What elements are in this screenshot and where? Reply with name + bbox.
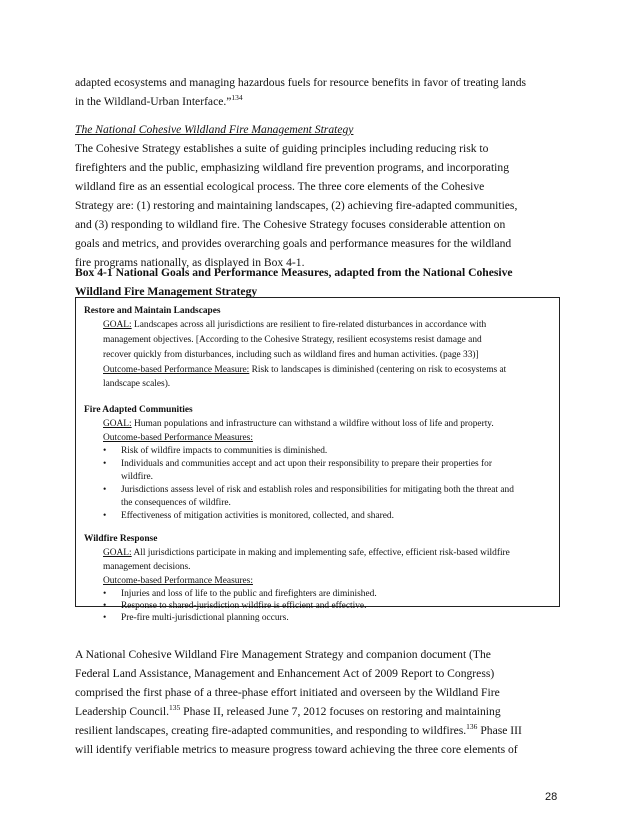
bullet-text: the consequences of wildfire. <box>121 498 231 508</box>
paragraph-line: and (3) responding to wildland fire. The Cohesive Strategy focuses considerable attention on <box>75 218 506 231</box>
paragraph-line <box>75 702 565 721</box>
paragraph-line: will identify verifiable metrics to measure progress toward achieving the three core elements of <box>75 743 518 756</box>
measure-line <box>103 364 506 377</box>
paragraph-line: fire programs nationally, as displayed in Box 4-1. <box>75 256 305 269</box>
goal-label: GOAL: <box>103 548 132 558</box>
paragraph-text: resilient landscapes, creating fire-adapted communities, and responding to wildfires. <box>75 724 467 737</box>
footnote-ref: 134 <box>231 93 243 102</box>
bullet-icon: • <box>103 601 107 611</box>
paragraph-line: firefighters and the public, emphasizing wildland fire prevention programs, and incorporating <box>75 161 509 174</box>
cohesive-section <box>75 120 565 272</box>
goal-line <box>103 319 486 332</box>
intro-line-text: in the Wildland-Urban Interface.” <box>75 95 232 108</box>
goal-line <box>103 547 510 560</box>
box-title-line: Box 4-1 National Goals and Performance Measures, adapted from the National Cohesive <box>75 266 513 279</box>
paragraph-line: The Cohesive Strategy establishes a suite of guiding principles including reducing risk to <box>75 142 489 155</box>
box-title-line: Wildland Fire Management Strategy <box>75 285 258 298</box>
measures-label: Outcome-based Performance Measures: <box>103 576 253 586</box>
measures-label: Outcome-based Performance Measures: <box>103 433 253 443</box>
intro-line: adapted ecosystems and managing hazardous fuels for resource benefits in favor of treating lands <box>75 76 527 89</box>
bullet-icon: • <box>103 613 107 623</box>
footnote-ref: 136 <box>466 722 478 731</box>
paragraph-line: goals and metrics, and provides overarching goals and performance measures for the wildland <box>75 237 512 250</box>
paragraph-text: Leadership Council. <box>75 705 170 718</box>
bullet-text: wildfire. <box>121 472 154 482</box>
bullet-text: Risk of wildfire impacts to communities is diminished. <box>121 446 328 456</box>
goal-line: recover quickly from disturbances, including such as wildland fires and human activities. (page 33)] <box>103 350 479 360</box>
goal-label: GOAL: <box>103 419 132 429</box>
bullet-text: Effectiveness of mitigation activities is monitored, collected, and shared. <box>121 511 394 521</box>
page-number: 28 <box>545 791 558 803</box>
bullet-icon: • <box>103 459 107 469</box>
bullet-text: Jurisdictions assess level of risk and establish roles and responsibilities for mitigating both the threat and <box>121 485 514 495</box>
bullet-text: Response to shared-jurisdiction wildfire is efficient and effective. <box>121 601 367 611</box>
goal-text: Human populations and infrastructure can withstand a wildfire without loss of life and property. <box>131 419 494 429</box>
goal-line <box>103 418 494 431</box>
paragraph-line: A National Cohesive Wildland Fire Management Strategy and companion document (The <box>75 648 491 661</box>
section-title: Fire Adapted Communities <box>84 405 193 415</box>
goal-text: Landscapes across all jurisdictions are resilient to fire-related disturbances in accordance with <box>131 320 487 330</box>
measure-label: Outcome-based Performance Measure: <box>103 365 250 375</box>
section-title: Wildfire Response <box>84 534 158 544</box>
paragraph-text: Phase III <box>477 724 522 737</box>
goal-line: management decisions. <box>103 562 191 572</box>
final-paragraph <box>75 645 565 759</box>
section-heading: The National Cohesive Wildland Fire Management Strategy <box>75 123 354 136</box>
paragraph-line: Federal Land Assistance, Management and Enhancement Act of 2009 Report to Congress) <box>75 667 495 680</box>
goal-line: management objectives. [According to the Cohesive Strategy, resilient ecosystems resist damage and <box>103 335 482 345</box>
bullet-icon: • <box>103 485 107 495</box>
bullet-text: Injuries and loss of life to the public and firefighters are diminished. <box>121 589 377 599</box>
box-title <box>75 263 565 301</box>
bullet-text: Individuals and communities accept and act upon their responsibility to prepare their properties for <box>121 459 492 469</box>
section-title: Restore and Maintain Landscapes <box>84 306 221 316</box>
paragraph-line <box>75 721 565 740</box>
measure-text: Risk to landscapes is diminished (centering on risk to ecosystems at <box>249 365 507 375</box>
intro-paragraph <box>75 73 565 111</box>
intro-line <box>75 92 565 111</box>
measure-line: landscape scales). <box>103 379 171 389</box>
bullet-icon: • <box>103 511 107 521</box>
paragraph-line: Strategy are: (1) restoring and maintaining landscapes, (2) achieving fire-adapted communities, <box>75 199 518 212</box>
bullet-icon: • <box>103 446 107 456</box>
goal-label: GOAL: <box>103 320 132 330</box>
bullet-icon: • <box>103 589 107 599</box>
paragraph-text: Phase II, released June 7, 2012 focuses on restoring and maintaining <box>180 705 501 718</box>
bullet-text: Pre-fire multi-jurisdictional planning occurs. <box>121 613 289 623</box>
goal-text: All jurisdictions participate in making and implementing safe, effective, efficient risk-based wildfire <box>131 548 510 558</box>
footnote-ref: 135 <box>169 703 181 712</box>
paragraph-line: comprised the first phase of a three-phase effort initiated and overseen by the Wildland Fire <box>75 686 500 699</box>
paragraph-line: wildland fire as an essential ecological process. The three core elements of the Cohesive <box>75 180 485 193</box>
goals-box <box>75 297 560 623</box>
